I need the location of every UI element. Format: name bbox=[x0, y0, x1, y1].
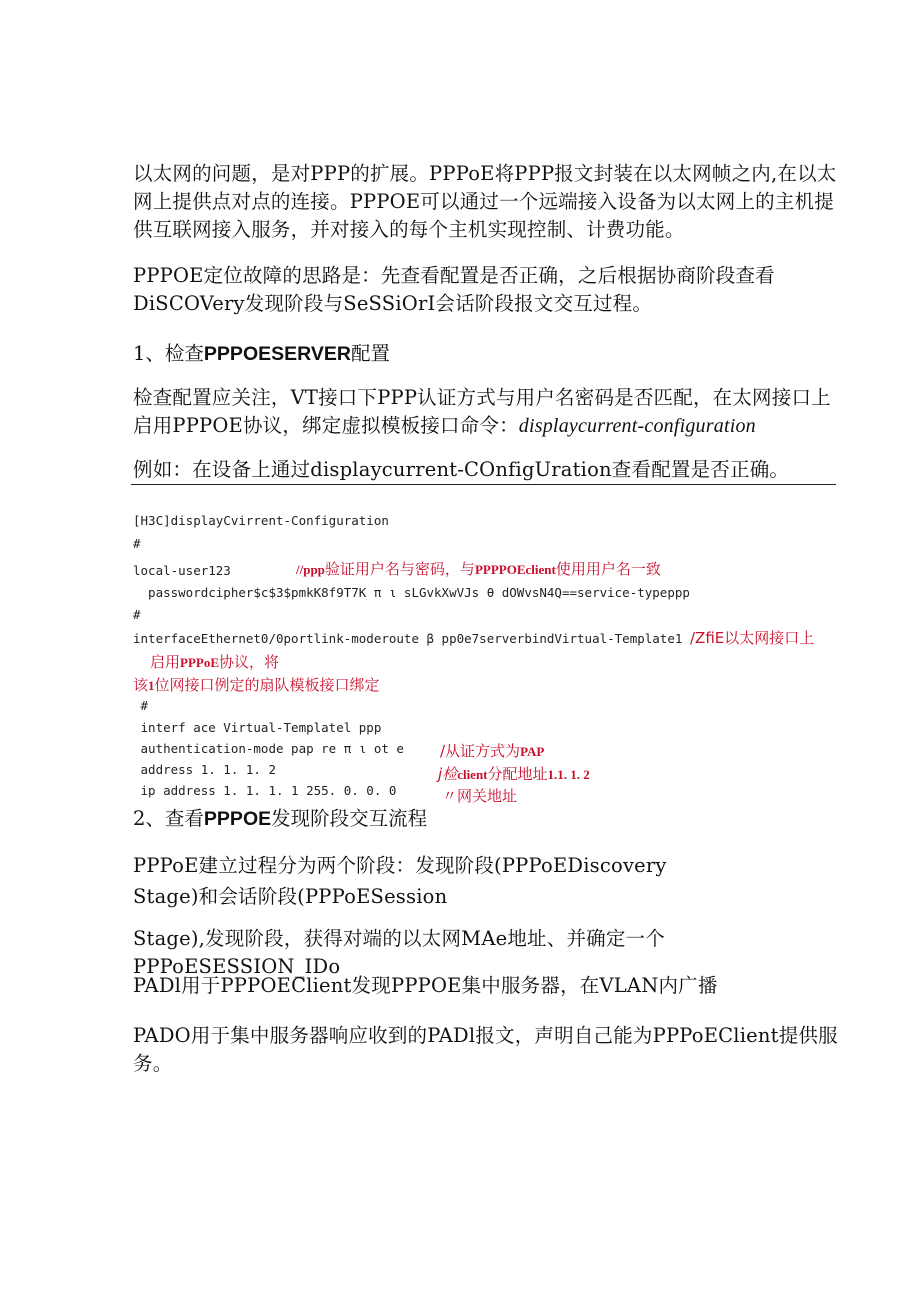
example-paragraph: 例如：在设备上通过displaycurrent-COnfigUration查看配置是否正确。 bbox=[133, 458, 790, 481]
pado-paragraph: PADO用于集中服务器响应收到的PADl报文，声明自己能为PPPoEClient提供服务。 bbox=[133, 1024, 838, 1075]
heading-bold: PPPOE bbox=[203, 808, 272, 830]
annotation-client-address: j检client分配地址1.1. 1. 2 bbox=[438, 765, 590, 783]
approach-paragraph: PPPOE定位故障的思路是：先查看配置是否正确，之后根据协商阶段查看DiSCOVery发现阶段与SeSSiOrI会话阶段报文交互过程。 bbox=[133, 264, 775, 315]
code-line: local-user123 bbox=[133, 563, 231, 578]
check-config-paragraph bbox=[133, 384, 838, 440]
code-line: interf ace Virtual-Templatel ppp bbox=[133, 720, 382, 735]
stages-line-3: Stage),发现阶段，获得对端的以太网MAe地址、并确定一个PPPoESESSION_IDo bbox=[133, 927, 665, 978]
annotation-ppp-auth: //ppp验证用户名与密码，与PPPPOEclient使用用户名一致 bbox=[296, 560, 661, 578]
code-line: interfaceEthernet0/0portlink-moderoute β pp0e7serverbindVirtual-Template1 bbox=[133, 631, 683, 646]
heading-tail: 配置 bbox=[350, 342, 390, 365]
code-line: authentication-mode pap re π ι ot e bbox=[133, 741, 404, 756]
annotation-gateway: 〃网关地址 bbox=[442, 787, 518, 805]
heading-number: 2、查看 bbox=[133, 807, 204, 830]
check-config-command: displaycurrent-configuration bbox=[518, 415, 756, 437]
code-line: # bbox=[133, 698, 149, 713]
annotation-enable-pppoe: 启用PPPoE协议，将 bbox=[150, 653, 280, 671]
intro-paragraph: 以太网的问题，是对PPP的扩展。PPPoE将PPP报文封装在以太网帧之内,在以太网上提供点对点的连接。PPPOE可以通过一个远端接入设备为以太网上的主机提供互联网接入服务，并对接入的每个主机实现控制、计费功能。 bbox=[133, 162, 837, 241]
heading-tail: 发现阶段交互流程 bbox=[271, 807, 428, 830]
stages-line-1: PPPoE建立过程分为两个阶段：发现阶段(PPPoEDiscovery bbox=[133, 854, 667, 877]
heading-check-config bbox=[133, 340, 390, 368]
divider-line bbox=[131, 484, 836, 485]
padi-paragraph: PADl用于PPPOEClient发现PPPOE集中服务器，在VLAN内广播 bbox=[133, 974, 718, 997]
heading-bold: PPPOESERVER bbox=[203, 343, 351, 365]
code-line: passwordcipher$c$3$pmkK8f9T7K π ι sLGvkXwVJs θ dOWvsN4Q==service-typeppp bbox=[133, 585, 690, 600]
code-line: address 1. 1. 1. 2 bbox=[133, 762, 276, 777]
stages-line-2: Stage)和会话阶段(PPPoESession bbox=[133, 885, 448, 908]
code-line: ip address 1. 1. 1. 1 255. 0. 0. 0 bbox=[133, 783, 397, 798]
annotation-auth-pap: /从证方式为PAP bbox=[440, 742, 545, 760]
annotation-template-bind: 该1位网接口例定的扇队模板接口绑定 bbox=[133, 676, 380, 694]
heading-discovery bbox=[133, 805, 427, 833]
heading-number: 1、检查 bbox=[133, 342, 204, 365]
check-config-text: 检查配置应关注，VT接口下PPP认证方式与用户名密码是否匹配，在太网接口上启用PPPOE协议，绑定虚拟模板接口命令： bbox=[133, 386, 831, 437]
annotation-ethernet: /ZfiE以太网接口上 bbox=[690, 629, 815, 647]
code-line: # bbox=[133, 607, 141, 622]
code-line: # bbox=[133, 536, 141, 551]
code-line: [H3C]displayCvirrent-Configuration bbox=[133, 513, 389, 528]
